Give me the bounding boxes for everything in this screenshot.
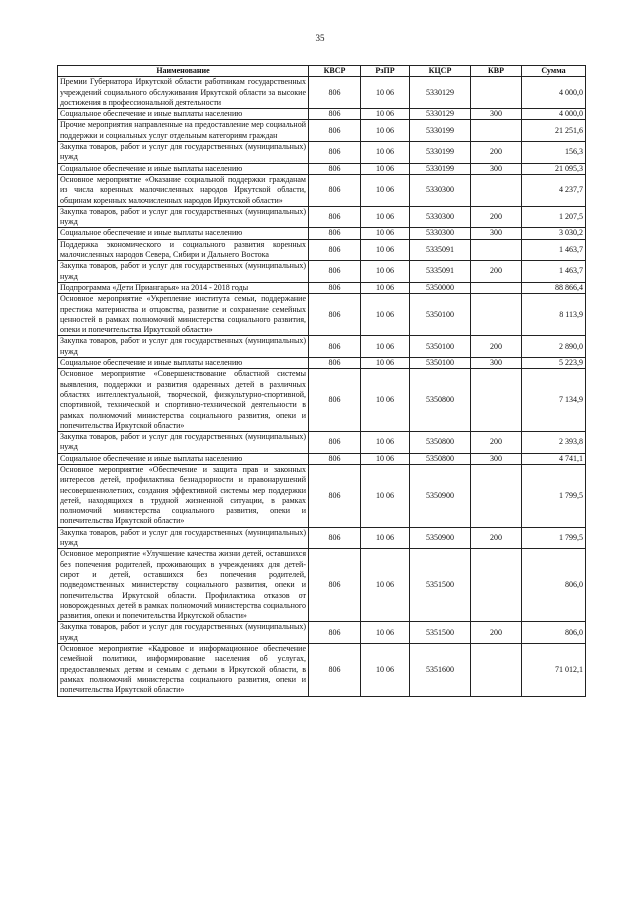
table-row [58,120,586,142]
row-rzpr-cell: 10 06 [361,336,410,358]
row-kcsr-cell: 5350800 [410,369,471,432]
row-kvr-cell: 200 [471,206,522,228]
row-kvsr-cell: 806 [309,239,361,261]
row-rzpr-cell: 10 06 [361,109,410,120]
table-row [58,453,586,464]
row-kvr-cell [471,369,522,432]
row-kcsr-cell: 5351500 [410,549,471,622]
page-number: 35 [315,33,325,43]
row-kvr-cell: 300 [471,228,522,239]
row-rzpr-cell: 10 06 [361,294,410,336]
row-kvr-cell: 300 [471,109,522,120]
row-kcsr-cell: 5350000 [410,282,471,293]
row-kvsr-cell: 806 [309,432,361,454]
row-kcsr-cell: 5335091 [410,261,471,283]
row-kvr-cell [471,77,522,109]
row-kcsr-cell: 5335091 [410,239,471,261]
row-kvsr-cell: 806 [309,358,361,369]
table-row [58,174,586,206]
header-name: Наименование [58,66,309,77]
table-row [58,294,586,336]
row-sum-cell: 4 000,0 [522,77,586,109]
row-rzpr-cell: 10 06 [361,142,410,164]
row-kvsr-cell: 806 [309,228,361,239]
row-name-cell: Премии Губернатора Иркутской области работникам государственных учреждений социального обслуживания Иркутской области за высокие достижения в профессиональной деятельности [58,77,309,109]
row-kcsr-cell: 5351500 [410,622,471,644]
row-kvsr-cell: 806 [309,261,361,283]
table-row [58,261,586,283]
row-sum-cell: 4 000,0 [522,109,586,120]
row-kvr-cell: 300 [471,453,522,464]
row-sum-cell: 1 799,5 [522,527,586,549]
table-row [58,358,586,369]
row-sum-cell: 21 095,3 [522,163,586,174]
row-kvsr-cell: 806 [309,142,361,164]
row-sum-cell: 2 393,8 [522,432,586,454]
row-kvsr-cell: 806 [309,369,361,432]
row-rzpr-cell: 10 06 [361,163,410,174]
row-name-cell: Закупка товаров, работ и услуг для государственных (муниципальных) нужд [58,206,309,228]
row-sum-cell: 8 113,9 [522,294,586,336]
row-name-cell: Социальное обеспечение и иные выплаты населению [58,163,309,174]
row-rzpr-cell: 10 06 [361,369,410,432]
row-rzpr-cell: 10 06 [361,228,410,239]
table-row [58,464,586,527]
row-sum-cell: 5 223,9 [522,358,586,369]
row-rzpr-cell: 10 06 [361,464,410,527]
row-sum-cell: 88 866,4 [522,282,586,293]
row-kvr-cell: 200 [471,527,522,549]
row-kvsr-cell: 806 [309,527,361,549]
row-sum-cell: 1 799,5 [522,464,586,527]
row-name-cell: Социальное обеспечение и иные выплаты населению [58,228,309,239]
row-kvr-cell: 200 [471,622,522,644]
row-kvsr-cell: 806 [309,622,361,644]
row-kvsr-cell: 806 [309,174,361,206]
table-header [58,66,586,77]
row-kvr-cell: 200 [471,336,522,358]
row-kvr-cell [471,282,522,293]
row-kcsr-cell: 5330300 [410,174,471,206]
row-rzpr-cell: 10 06 [361,77,410,109]
row-kvr-cell: 200 [471,432,522,454]
row-kcsr-cell: 5330199 [410,120,471,142]
row-name-cell: Закупка товаров, работ и услуг для государственных (муниципальных) нужд [58,622,309,644]
table-row [58,206,586,228]
header-kvsr: КВСР [309,66,361,77]
row-rzpr-cell: 10 06 [361,358,410,369]
row-kcsr-cell: 5330129 [410,109,471,120]
table-row [58,644,586,696]
row-sum-cell: 71 012,1 [522,644,586,696]
row-kvr-cell [471,174,522,206]
row-sum-cell: 2 890,0 [522,336,586,358]
row-name-cell: Социальное обеспечение и иные выплаты населению [58,109,309,120]
row-name-cell: Закупка товаров, работ и услуг для государственных (муниципальных) нужд [58,261,309,283]
row-kcsr-cell: 5350900 [410,527,471,549]
header-kvr: КВР [471,66,522,77]
row-kvsr-cell: 806 [309,336,361,358]
row-rzpr-cell: 10 06 [361,549,410,622]
row-kcsr-cell: 5350900 [410,464,471,527]
row-kvsr-cell: 806 [309,120,361,142]
header-sum: Сумма [522,66,586,77]
row-rzpr-cell: 10 06 [361,239,410,261]
row-kvsr-cell: 806 [309,453,361,464]
row-name-cell: Основное мероприятие «Оказание социальной поддержки гражданам из числа коренных малочисленных народов Иркутской области, общинам коренных малочисленных народов Иркутской области» [58,174,309,206]
row-kcsr-cell: 5330129 [410,77,471,109]
header-kcsr: КЦСР [410,66,471,77]
header-rzpr: РзПР [361,66,410,77]
row-name-cell: Основное мероприятие «Укрепление института семьи, поддержание престижа материнства и отцовства, развитие и сохранение семейных ценностей в рамках полномочий министерства социального развития, опеки и попечительства Иркутской области» [58,294,309,336]
row-kcsr-cell: 5350100 [410,294,471,336]
table-row [58,142,586,164]
row-kvsr-cell: 806 [309,163,361,174]
row-rzpr-cell: 10 06 [361,120,410,142]
row-sum-cell: 806,0 [522,622,586,644]
row-name-cell: Подпрограмма «Дети Приангарья» на 2014 - 2018 годы [58,282,309,293]
row-sum-cell: 4 237,7 [522,174,586,206]
row-sum-cell: 806,0 [522,549,586,622]
row-name-cell: Прочие мероприятия направленные на предоставление мер социальной поддержки и социальных услуг отдельным категориям граждан [58,120,309,142]
row-kvsr-cell: 806 [309,294,361,336]
row-sum-cell: 1 463,7 [522,239,586,261]
table-body [58,77,586,696]
row-sum-cell: 156,3 [522,142,586,164]
row-sum-cell: 1 463,7 [522,261,586,283]
row-rzpr-cell: 10 06 [361,282,410,293]
row-kvr-cell [471,549,522,622]
row-kcsr-cell: 5330300 [410,206,471,228]
table-row [58,549,586,622]
row-kvsr-cell: 806 [309,282,361,293]
table-row [58,282,586,293]
row-rzpr-cell: 10 06 [361,453,410,464]
row-kvsr-cell: 806 [309,109,361,120]
row-kvr-cell: 200 [471,142,522,164]
row-rzpr-cell: 10 06 [361,432,410,454]
row-name-cell: Основное мероприятие «Кадровое и информационное обеспечение семейной политики, информирование населения об услугах, предоставляемых детям и семьям с детьми в Иркутской области, в рамках полномочий министерства социального развития, опеки и попечительства Иркутской области» [58,644,309,696]
row-kvr-cell [471,120,522,142]
table-row [58,163,586,174]
row-kvsr-cell: 806 [309,644,361,696]
table-row [58,369,586,432]
row-rzpr-cell: 10 06 [361,261,410,283]
row-kvr-cell [471,644,522,696]
row-name-cell: Основное мероприятие «Обеспечение и защита прав и законных интересов детей, профилактика безнадзорности и правонарушений несовершеннолетних, создания эффективной системы мер поддержки детей, находящихся в трудной жизненной ситуации, в рамках полномочий министерства социального развития, опеки и попечительства Иркутской области» [58,464,309,527]
row-kvr-cell: 300 [471,163,522,174]
row-name-cell: Закупка товаров, работ и услуг для государственных (муниципальных) нужд [58,432,309,454]
table-row [58,228,586,239]
row-sum-cell: 7 134,9 [522,369,586,432]
row-kvsr-cell: 806 [309,549,361,622]
row-name-cell: Социальное обеспечение и иные выплаты населению [58,358,309,369]
row-sum-cell: 3 030,2 [522,228,586,239]
row-name-cell: Закупка товаров, работ и услуг для государственных (муниципальных) нужд [58,142,309,164]
row-sum-cell: 1 207,5 [522,206,586,228]
row-name-cell: Поддержка экономического и социального развития коренных малочисленных народов Севера, Сибири и Дальнего Востока [58,239,309,261]
row-kvr-cell [471,464,522,527]
row-kcsr-cell: 5330199 [410,142,471,164]
table-row [58,336,586,358]
row-kcsr-cell: 5330199 [410,163,471,174]
row-kcsr-cell: 5350100 [410,336,471,358]
row-kcsr-cell: 5350100 [410,358,471,369]
table-row [58,77,586,109]
row-kvsr-cell: 806 [309,464,361,527]
row-name-cell: Закупка товаров, работ и услуг для государственных (муниципальных) нужд [58,527,309,549]
row-kcsr-cell: 5350800 [410,453,471,464]
row-name-cell: Закупка товаров, работ и услуг для государственных (муниципальных) нужд [58,336,309,358]
row-rzpr-cell: 10 06 [361,644,410,696]
header-row [58,66,586,77]
row-name-cell: Основное мероприятие «Улучшение качества жизни детей, оставшихся без попечения родителей, проживающих в учреждениях для детей-сирот и детей, оставшихся без попечения родителей, подведомственных министерству социального развития, опеки и попечительства Иркутской области. Профилактика отказов от новорожденных детей в рамках полномочий министерства социального развития, опеки и попечительства Иркутской области» [58,549,309,622]
row-kvsr-cell: 806 [309,77,361,109]
row-kvr-cell [471,294,522,336]
row-kvsr-cell: 806 [309,206,361,228]
row-sum-cell: 4 741,1 [522,453,586,464]
row-kvr-cell [471,239,522,261]
row-rzpr-cell: 10 06 [361,527,410,549]
row-kcsr-cell: 5330300 [410,228,471,239]
row-name-cell: Основное мероприятие «Совершенствование областной системы выявления, поддержки и развития одаренных детей в различных областях интеллектуальной, творческой, физкультурно-спортивной, спортивной, технической и спортивно-технической деятельности в рамках полномочий министерства социального развития, опеки и попечительства Иркутской области» [58,369,309,432]
table-row [58,109,586,120]
row-name-cell: Социальное обеспечение и иные выплаты населению [58,453,309,464]
row-kcsr-cell: 5350800 [410,432,471,454]
table-row [58,527,586,549]
table-row [58,622,586,644]
row-kvr-cell: 200 [471,261,522,283]
table-row [58,432,586,454]
row-rzpr-cell: 10 06 [361,174,410,206]
budget-table [57,65,586,697]
row-rzpr-cell: 10 06 [361,622,410,644]
table-row [58,239,586,261]
row-rzpr-cell: 10 06 [361,206,410,228]
row-sum-cell: 21 251,6 [522,120,586,142]
row-kcsr-cell: 5351600 [410,644,471,696]
row-kvr-cell: 300 [471,358,522,369]
